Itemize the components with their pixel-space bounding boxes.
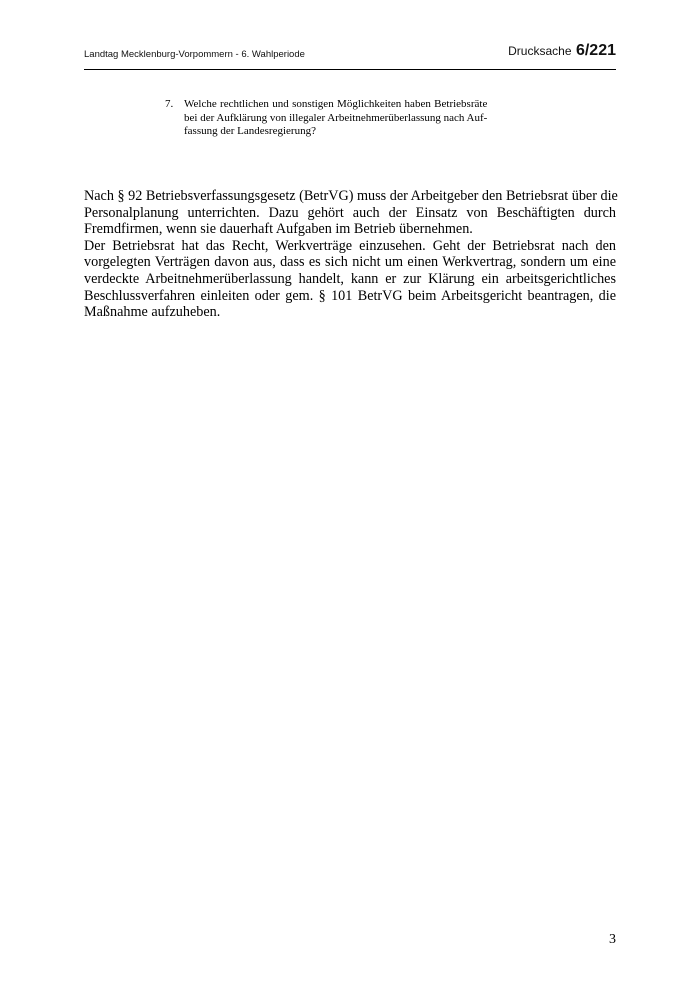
- answer-line: Fremdfirmen, wenn sie dauerhaft Aufgaben im Betrieb übernehmen.: [84, 221, 473, 238]
- answer-line: Beschlussverfahren einleiten oder gem. § 101 BetrVG beim Arbeitsgericht beantragen, die: [84, 287, 616, 304]
- document-number: 6/221: [575, 42, 616, 59]
- answer-paragraph-1: [84, 188, 616, 238]
- header-parliament-period: Landtag Mecklenburg-Vorpommern - 6. Wahlperiode: [84, 49, 305, 60]
- answer-line: Nach § 92 Betriebsverfassungsgesetz (BetrVG) muss der Arbeitgeber den Betriebsrat über die: [84, 188, 618, 204]
- answer-line: Der Betriebsrat hat das Recht, Werkverträge einzusehen. Geht der Betriebsrat nach den: [84, 237, 616, 254]
- question-line: bei der Aufklärung von illegaler Arbeitnehmerüberlassung nach Auf-: [184, 111, 488, 124]
- page-number: 3: [609, 932, 616, 947]
- answer-line: vorgelegten Verträgen davon aus, dass es sich nicht um einen Werkvertrag, sondern um eine: [84, 254, 616, 271]
- document-label: Drucksache: [508, 44, 572, 58]
- answer-text: [84, 188, 616, 321]
- answer-paragraph-2: [84, 238, 616, 321]
- question-text: [184, 98, 487, 139]
- header-document-reference: [508, 42, 616, 60]
- header-divider: [84, 69, 616, 70]
- question-number: 7.: [165, 98, 174, 110]
- answer-line: Personalplanung unterrichten. Dazu gehört auch der Einsatz von Beschäftigten durch: [84, 204, 616, 221]
- question-line: Welche rechtlichen und sonstigen Möglichkeiten haben Betriebsräte: [184, 98, 488, 110]
- question-block: [165, 98, 519, 139]
- question-line: fassung der Landesregierung?: [184, 125, 316, 137]
- answer-line: Maßnahme aufzuheben.: [84, 304, 221, 321]
- answer-line: verdeckte Arbeitnehmerüberlassung handelt, kann er zur Klärung ein arbeitsgerichtliches: [84, 270, 616, 287]
